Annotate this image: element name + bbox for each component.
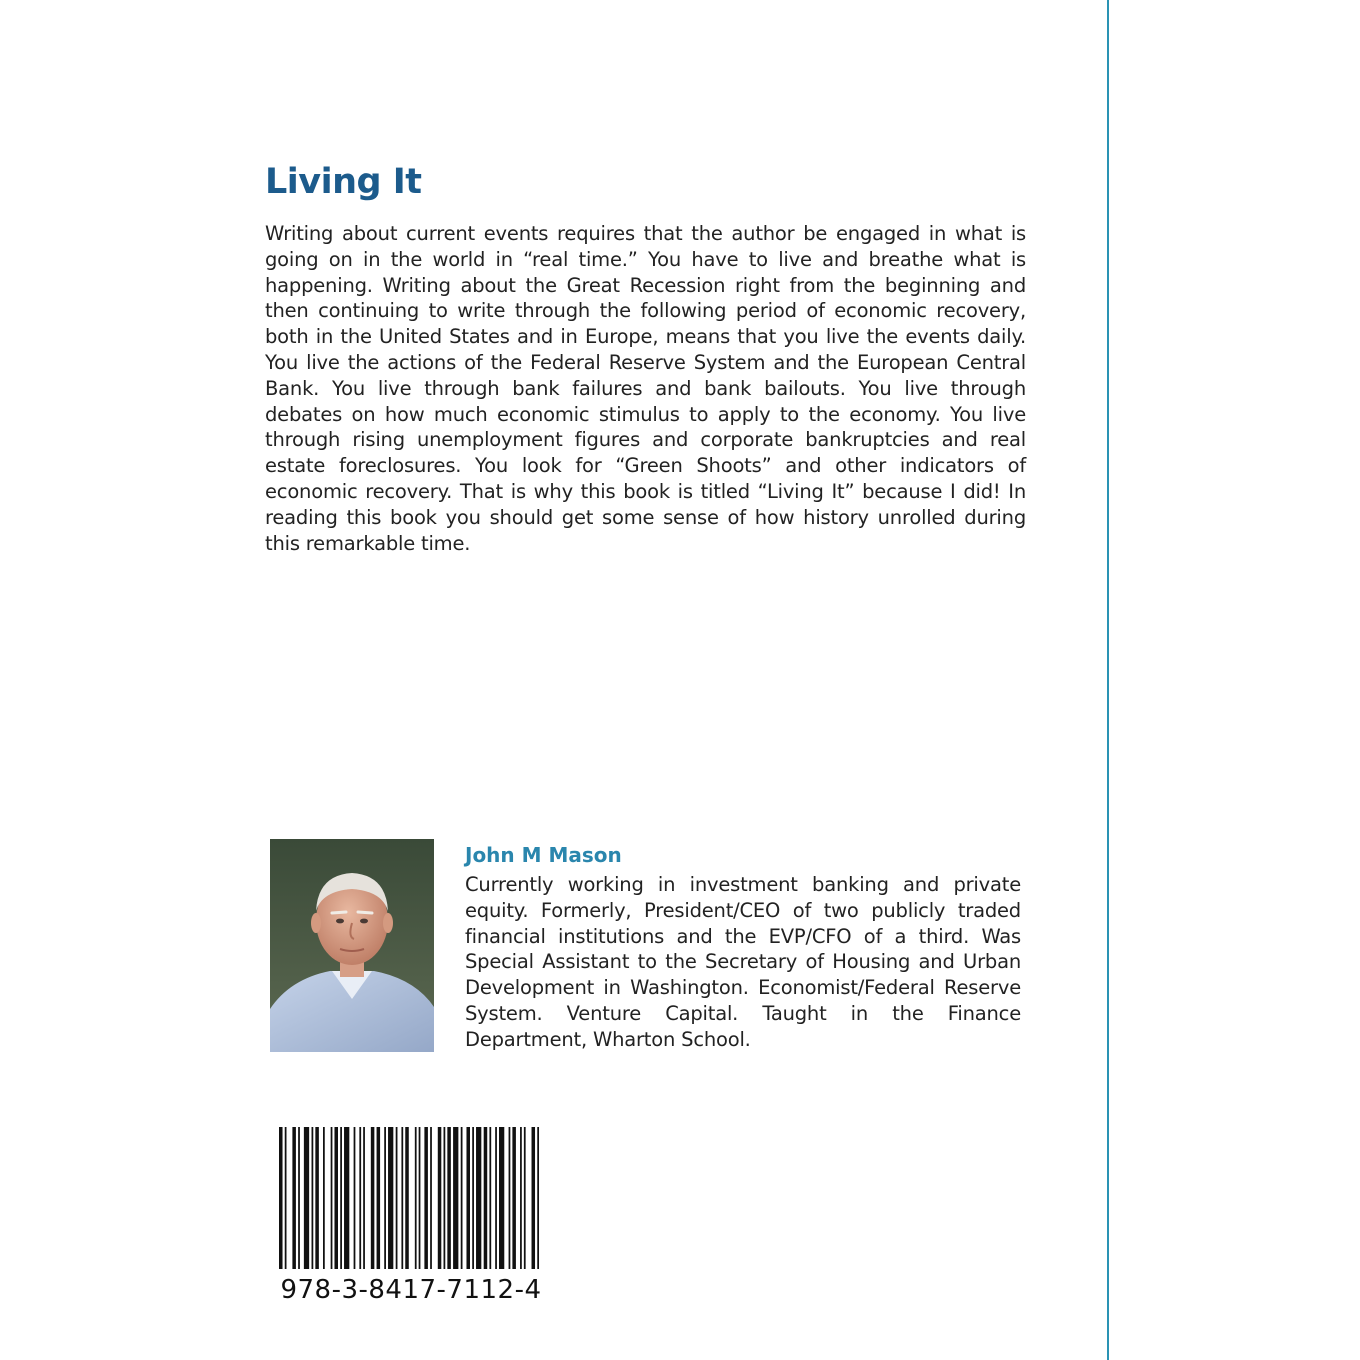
book-title: Living It [265, 162, 422, 202]
book-blurb: Writing about current events requires that the author be engaged in what is going on in the world in “real time.” You have to live and breathe what is happening. Writing about the Great Recession right from the beginning and then continuing to write through the following period of economic recovery, both in the United States and in Europe, means that you live the events daily. You live the actions of the Federal Reserve System and the European Central Bank. You live through bank failures and bank bailouts. You live through debates on how much economic stimulus to apply to the economy. You live through rising unemployment figures and corporate bankruptcies and real estate foreclosures. You look for “Green Shoots” and other indicators of economic recovery. That is why this book is titled “Living It” because I did! In reading this book you should get some sense of how history unrolled during this remarkable time. [265, 222, 1026, 555]
isbn-barcode [279, 1127, 543, 1269]
isbn-number: 978-3-8417-7112-4 [280, 1275, 542, 1305]
author-name: John M Mason [465, 843, 622, 867]
author-bio: Currently working in investment banking and private equity. Formerly, President/CEO of two publicly traded financial institutions and the EVP/CFO of a third. Was Special Assistant to the Secretary of Housing and Urban Development in Washington. Economist/Federal Reserve System. Venture Capital. Taught in the Finance Department, Wharton School. [465, 873, 1021, 1051]
spine-edge-line [1107, 0, 1109, 1360]
author-photo [270, 839, 434, 1052]
